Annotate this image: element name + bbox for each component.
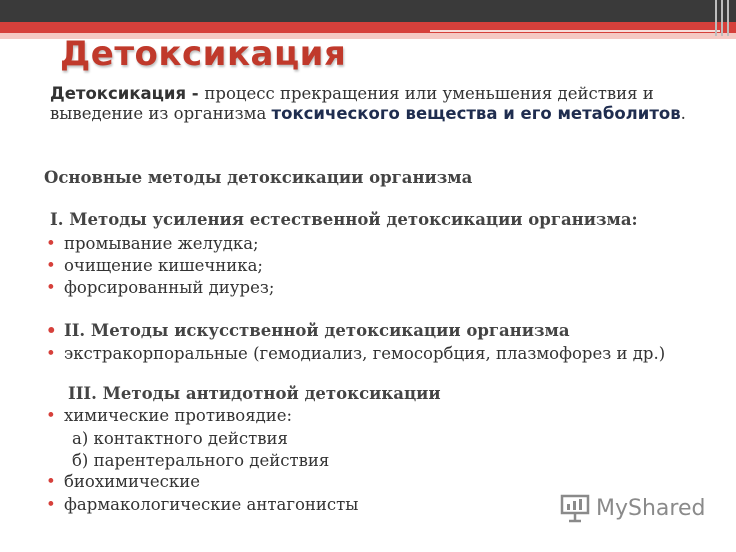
section-3-heading: III. Методы антидотной детоксикации xyxy=(68,384,441,403)
definition-text: процесс прекращения или уменьшения действия и выведение из организма xyxy=(50,84,654,123)
definition-paragraph xyxy=(50,84,690,124)
list-item-text: экстракорпоральные (гемодиализ, гемосорбция, плазмофорез и др.) xyxy=(64,344,666,363)
list-item-text: химические противоядие: xyxy=(64,406,293,425)
bullet-icon: • xyxy=(46,406,56,425)
bullet-icon: • xyxy=(46,234,56,253)
header-light-stripe xyxy=(430,30,720,32)
bullet-icon: • xyxy=(46,278,56,297)
list-item xyxy=(46,234,259,253)
section-2-heading-text: II. Методы искусственной детоксикации организма xyxy=(64,321,570,340)
list-item-text: очищение кишечника; xyxy=(64,256,263,275)
definition-dash: - xyxy=(186,84,205,103)
section-1-heading: I. Методы усиления естественной детоксикации организма: xyxy=(50,210,638,229)
bullet-icon: • xyxy=(46,321,57,340)
header-decor-line xyxy=(727,0,729,36)
list-item-text: биохимические xyxy=(64,472,200,491)
list-item xyxy=(46,495,359,514)
slide-title: Детоксикация xyxy=(60,34,347,74)
header-decor-line xyxy=(721,0,723,36)
presentation-icon xyxy=(560,493,590,523)
list-item xyxy=(46,406,293,425)
list-item-text: промывание желудка; xyxy=(64,234,259,253)
watermark-text: MyShared xyxy=(596,495,706,521)
sub-list-item: а) контактного действия xyxy=(72,429,288,448)
header-decor-line xyxy=(715,0,717,36)
section-2-heading xyxy=(46,321,570,340)
list-item-text: форсированный диурез; xyxy=(64,278,275,297)
definition-term: Детоксикация xyxy=(50,84,187,103)
definition-emphasis: токсического вещества и его метаболитов xyxy=(271,104,681,123)
list-item xyxy=(46,278,275,297)
list-item xyxy=(46,472,200,491)
header-dark-bar xyxy=(0,0,736,22)
list-item-text: фармакологические антагонисты xyxy=(64,495,359,514)
bullet-icon: • xyxy=(46,495,56,514)
bullet-icon: • xyxy=(46,344,56,363)
definition-end: . xyxy=(680,104,686,123)
sub-list-item: б) парентерального действия xyxy=(72,451,330,470)
main-heading: Основные методы детоксикации организма xyxy=(44,168,473,187)
list-item xyxy=(46,256,263,275)
list-item xyxy=(46,344,666,363)
bullet-icon: • xyxy=(46,256,56,275)
watermark xyxy=(560,492,705,524)
bullet-icon: • xyxy=(46,472,56,491)
